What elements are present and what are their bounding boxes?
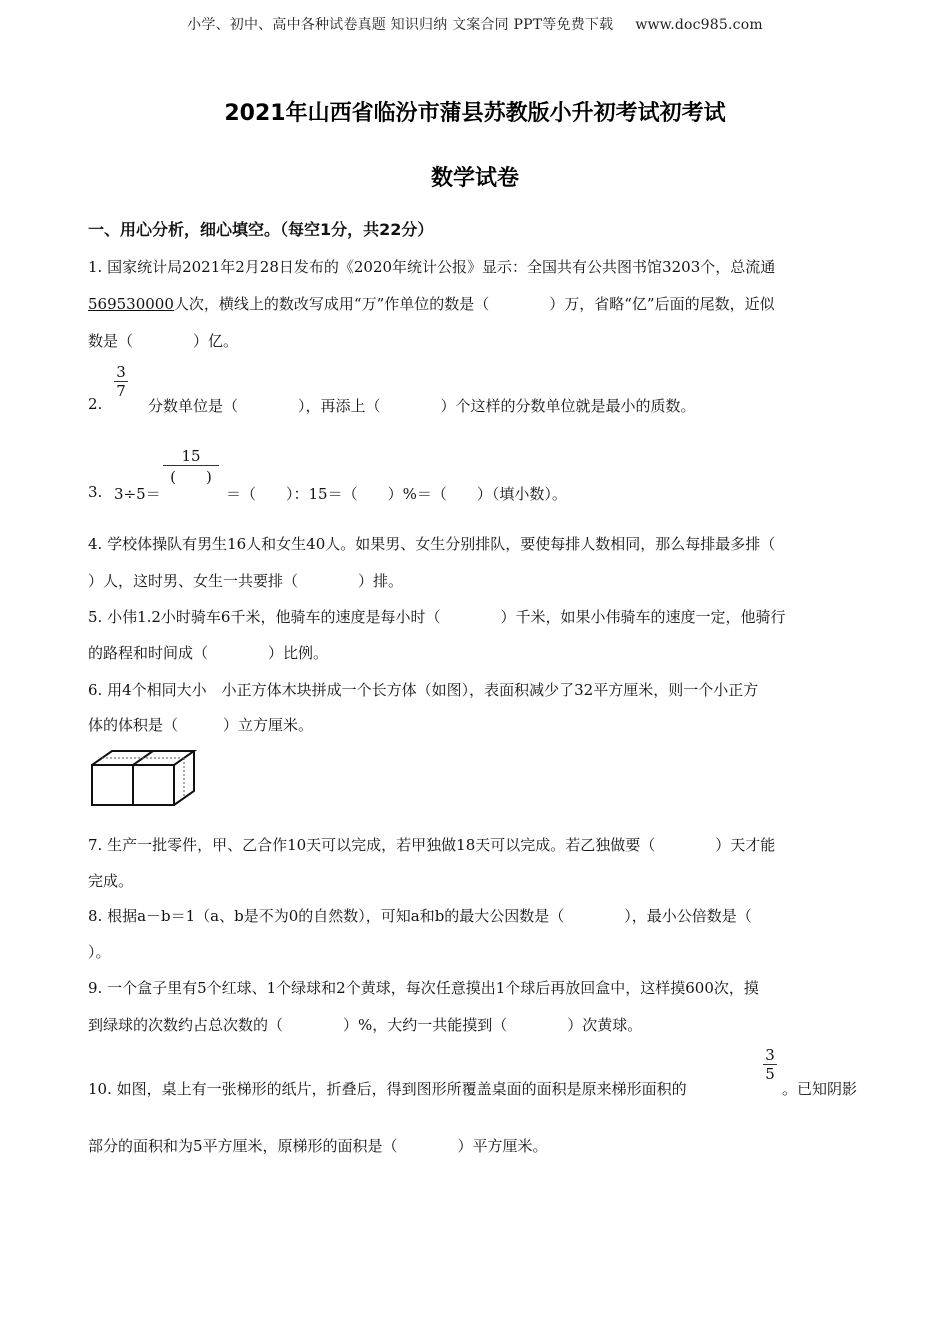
q10-fraction: [763, 1046, 777, 1083]
q9-line2: 到绿球的次数约占总次数的（ ）%，大约一共能摸到（ ）次黄球。: [88, 1016, 643, 1034]
q3-fraction: [163, 447, 219, 487]
q2-frac-numerator: 3: [116, 363, 126, 381]
header-site-link[interactable]: www.doc985.com: [635, 17, 763, 33]
q4-line2: ）人，这时男、女生一共要排（ ）排。: [88, 572, 404, 590]
q1-underlined-number: 569530000: [88, 295, 174, 313]
q1-line3: 数是（ ）亿。: [88, 332, 239, 350]
q4-line1: 4. 学校体操队有男生16人和女生40人。如果男、女生分别排队，要使每排人数相同，那么每排最多排（: [88, 535, 776, 553]
exam-title: 2021年山西省临汾市蒲县苏教版小升初考试初考试: [224, 101, 726, 126]
q5-line1: 5. 小伟1.2小时骑车6千米，他骑车的速度是每小时（ ）千米，如果小伟骑车的速度一定，他骑行: [88, 608, 786, 626]
q3-frac-numerator: 15: [181, 447, 201, 465]
section-heading: 一、用心分析，细心填空。（每空1分，共22分）: [88, 220, 434, 239]
q3-frac-denominator: ( ): [163, 465, 219, 487]
q2-text: 分数单位是（ ），再添上（ ）个这样的分数单位就是最小的质数。: [148, 397, 696, 415]
q1-line2: [88, 293, 775, 314]
header-text: 小学、初中、高中各种试卷真题 知识归纳 文案合同 PPT等免费下载: [187, 17, 614, 33]
q2-fraction: [114, 363, 128, 400]
q6-line1: 6. 用4个相同大小 小正方体木块拼成一个长方体（如图），表面积减少了32平方厘米，则一个小正方: [88, 681, 759, 699]
q8-line2: ）。: [88, 943, 111, 961]
q8-line1: 8. 根据a－b＝1（a、b是不为0的自然数），可知a和b的最大公因数是（ ），最小公倍数是（: [88, 907, 752, 925]
q10-line1-end: 。已知阴影: [782, 1080, 858, 1098]
q10-frac-numerator: 3: [765, 1046, 775, 1064]
cuboid-figure: [90, 748, 200, 812]
q2-frac-denominator: 7: [114, 381, 128, 400]
q7-line2: 完成。: [88, 872, 134, 890]
q2-number: 2.: [88, 395, 103, 413]
q1-line2-text: 人次，横线上的数改写成用“万”作单位的数是（ ）万，省略“亿”后面的尾数，近似: [173, 295, 775, 313]
q1-line1: 1. 国家统计局2021年2月28日发布的《2020年统计公报》显示：全国共有公共图书馆3203个，总流通: [88, 258, 776, 276]
page-header: [0, 14, 950, 34]
q3-lead: 3÷5＝: [114, 485, 161, 503]
q3-text: ＝（ ）：15＝（ ）%＝（ ）（填小数）。: [226, 485, 567, 503]
q5-line2: 的路程和时间成（ ）比例。: [88, 644, 329, 662]
q10-frac-denominator: 5: [763, 1064, 777, 1083]
q9-line1: 9. 一个盒子里有5个红球、1个绿球和2个黄球，每次任意摸出1个球后再放回盒中，这样摸600次，摸: [88, 979, 759, 997]
exam-subtitle: 数学试卷: [430, 166, 519, 191]
q6-line2: 体的体积是（ ）立方厘米。: [88, 716, 314, 734]
q10-line1: 10. 如图，桌上有一张梯形的纸片，折叠后，得到图形所覆盖桌面的面积是原来梯形面积的: [88, 1080, 687, 1098]
q10-line2: 部分的面积和为5平方厘米，原梯形的面积是（ ）平方厘米。: [88, 1137, 548, 1155]
q7-line1: 7. 生产一批零件，甲、乙合作10天可以完成，若甲独做18天可以完成。若乙独做要（ ）天才能: [88, 836, 776, 854]
q3-number: 3.: [88, 483, 103, 501]
